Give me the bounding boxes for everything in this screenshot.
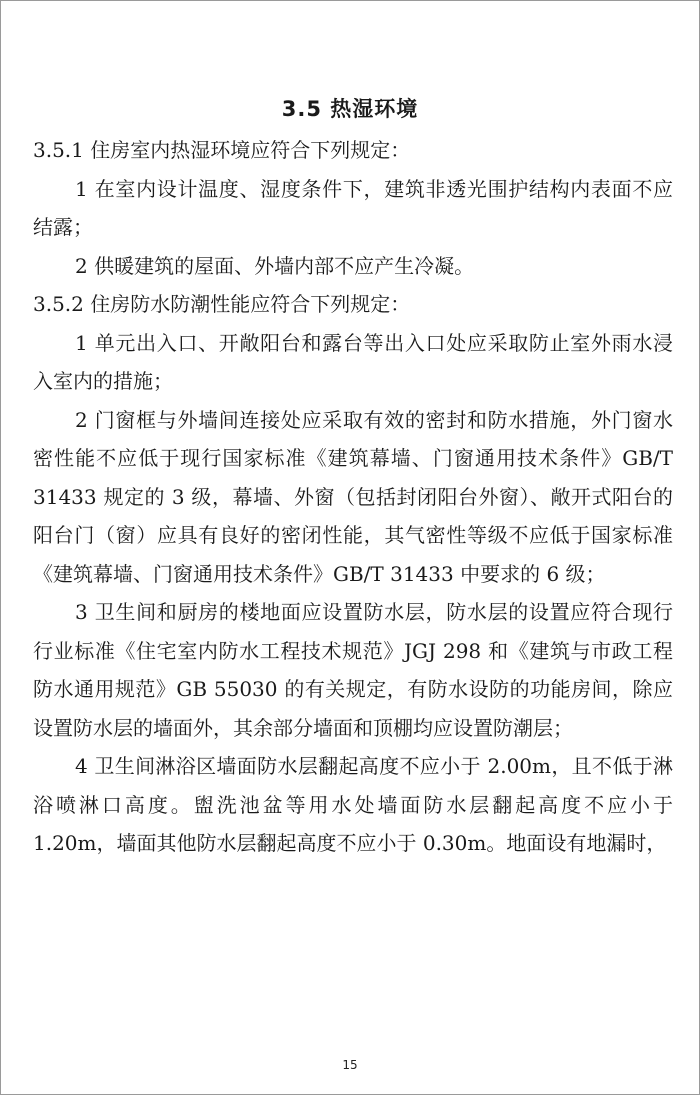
- page-number: 15: [342, 1058, 358, 1072]
- clause-3-5-2-item-4: 4 卫生间淋浴区墙面防水层翻起高度不应小于 2.00m，且不低于淋浴喷淋口高度。盥洗池盆等用水处墙面防水层翻起高度不应小于 1.20m，墙面其他防水层翻起高度不应小于 0.30m。地面设有地漏时，: [33, 754, 673, 855]
- section-title: 3.5 热湿环境: [281, 97, 419, 121]
- clause-3-5-2-item-1: 1 单元出入口、开敞阳台和露台等出入口处应采取防止室外雨水浸入室内的措施；: [33, 330, 673, 393]
- clause-3-5-2-item-3: 3 卫生间和厨房的楼地面应设置防水层，防水层的设置应符合现行行业标准《住宅室内防水工程技术规范》JGJ 298 和《建筑与市政工程防水通用规范》GB 55030 的有关规定，有防水设防的功能房间，除应设置防水层的墙面外，其余部分墙面和顶棚均应设置防潮层；: [33, 600, 673, 740]
- document-body: [33, 131, 673, 863]
- clause-3-5-2: 3.5.2 住房防水防潮性能应符合下列规定：: [33, 292, 411, 316]
- clause-3-5-1-item-2: 2 供暖建筑的屋面、外墙内部不应产生冷凝。: [75, 253, 475, 278]
- clause-3-5-2-item-2: 2 门窗框与外墙间连接处应采取有效的密封和防水措施，外门窗水密性能不应低于现行国家标准《建筑幕墙、门窗通用技术条件》GB/T 31433 规定的 3 级，幕墙、外窗（包括封闭阳台外窗）、敞开式阳台的阳台门（窗）应具有良好的密闭性能，其气密性等级不应低于国家标准《建筑幕墙、门窗通用技术条件》GB/T 31433 中要求的 6 级；: [33, 407, 673, 586]
- clause-3-5-1: 3.5.1 住房室内热湿环境应符合下列规定：: [33, 138, 411, 162]
- clause-3-5-1-item-1: 1 在室内设计温度、湿度条件下，建筑非透光围护结构内表面不应结露；: [33, 176, 673, 239]
